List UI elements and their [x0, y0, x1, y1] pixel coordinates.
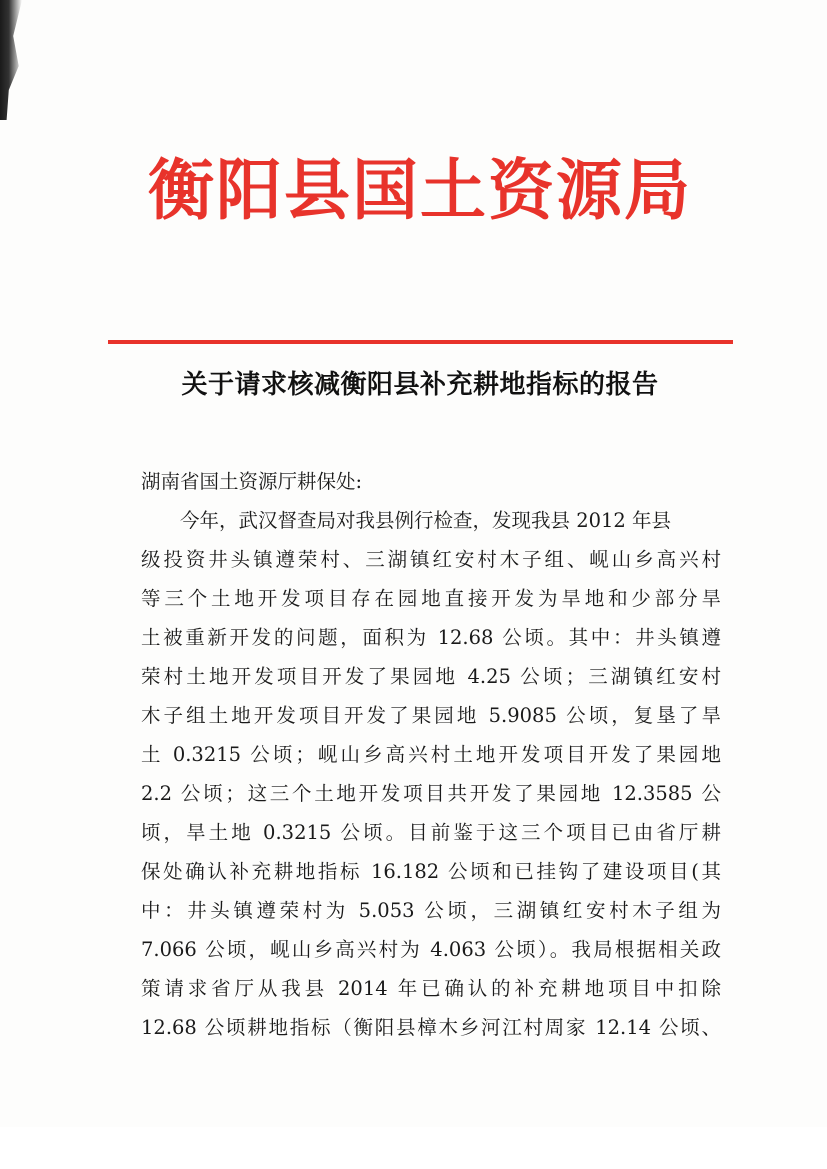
body-line: 土被重新开发的问题，面积为 12.68 公顷。其中：井头镇遵	[141, 626, 721, 649]
document-body	[141, 462, 721, 1047]
body-line: 级投资井头镇遵荣村、三湖镇红安村木子组、岘山乡高兴村	[141, 548, 721, 571]
body-line: 7.066 公顷，岘山乡高兴村为 4.063 公顷）。我局根据相关政	[141, 938, 721, 961]
page-bottom-margin	[0, 1127, 827, 1169]
body-line: 荣村土地开发项目开发了果园地 4.25 公顷；三湖镇红安村	[141, 665, 721, 688]
body-line: 土 0.3215 公顷；岘山乡高兴村土地开发项目开发了果园地	[141, 743, 721, 766]
body-line: 2.2 公顷；这三个土地开发项目共开发了果园地 12.3585 公	[141, 782, 721, 805]
body-line: 保处确认补充耕地指标 16.182 公顷和已挂钩了建设项目(其	[141, 860, 721, 883]
letterhead-divider	[108, 340, 733, 344]
body-line: 策请求省厅从我县 2014 年已确认的补充耕地项目中扣除	[141, 977, 721, 1000]
letterhead-org-name: 衡阳县国土资源局	[148, 151, 692, 229]
body-line: 木子组土地开发项目开发了果园地 5.9085 公顷，复垦了旱	[141, 704, 721, 727]
body-line: 顷，旱土地 0.3215 公顷。目前鉴于这三个项目已由省厅耕	[141, 821, 721, 844]
document-title: 关于请求核减衡阳县补充耕地指标的报告	[181, 370, 659, 400]
body-line: 中：井头镇遵荣村为 5.053 公顷，三湖镇红安村木子组为	[141, 899, 721, 922]
addressee: 湖南省国土资源厅耕保处:	[141, 470, 363, 493]
body-line: 12.68 公顷耕地指标（衡阳县樟木乡河江村周家 12.14 公顷、	[141, 1016, 721, 1039]
body-line: 今年，武汉督查局对我县例行检查，发现我县 2012 年县	[180, 509, 672, 532]
body-line: 等三个土地开发项目存在园地直接开发为旱地和少部分旱	[141, 587, 721, 610]
scan-edge-shadow	[0, 0, 22, 120]
